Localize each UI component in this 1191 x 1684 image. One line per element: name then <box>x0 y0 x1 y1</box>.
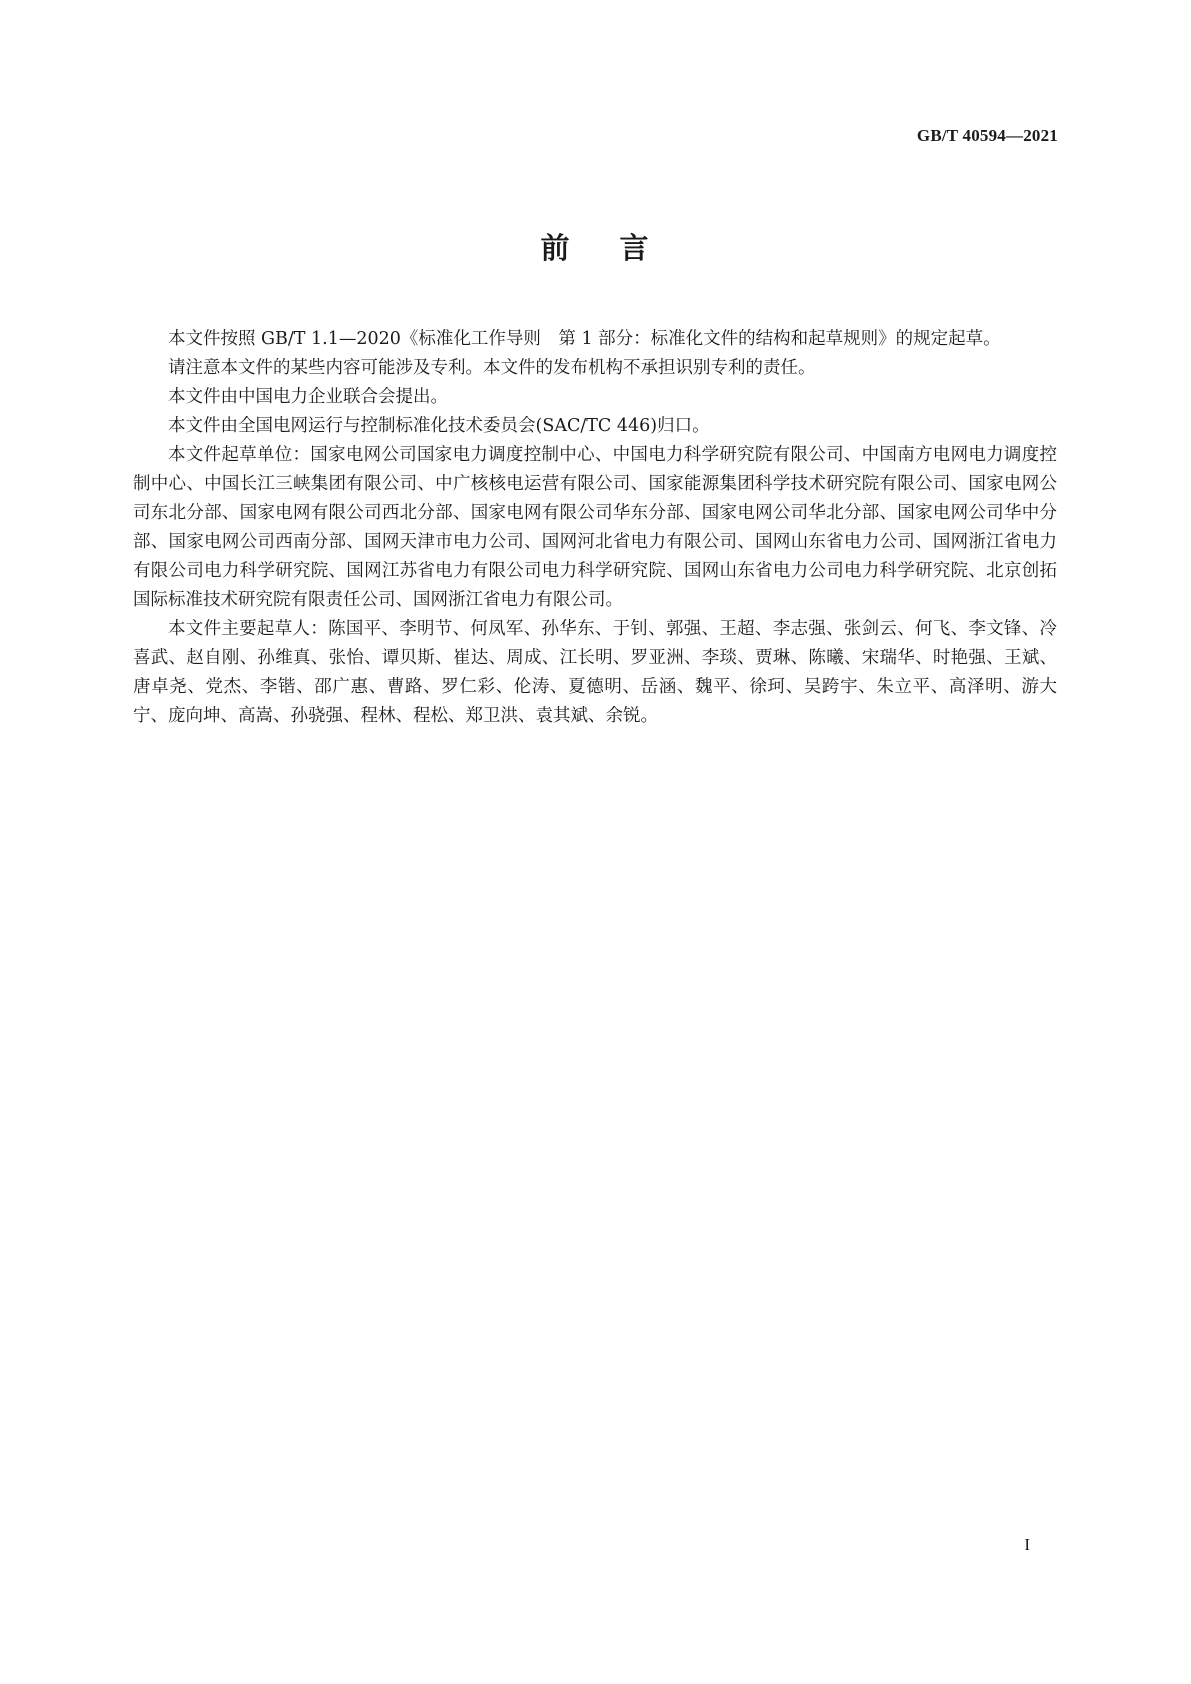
paragraph-drafting-rules: 本文件按照 GB/T 1.1—2020《标准化工作导则 第 1 部分：标准化文件的结构和起草规则》的规定起草。 <box>168 329 1001 349</box>
page-number: I <box>1024 1535 1030 1554</box>
title-char-2: 言 <box>619 231 651 265</box>
paragraph-proposer: 本文件由中国电力企业联合会提出。 <box>168 387 448 407</box>
foreword-body <box>133 325 1057 731</box>
title-char-1: 前 <box>540 231 572 265</box>
paragraph-main-drafters: 本文件主要起草人：陈国平、李明节、何凤军、孙华东、于钊、郭强、王超、李志强、张剑云、何飞、李文锋、冷喜武、赵自刚、孙维真、张怡、谭贝斯、崔达、周成、江长明、罗亚洲、李琰、贾琳、陈曦、宋瑞华、时艳强、王斌、唐卓尧、党杰、李锴、邵广惠、曹路、罗仁彩、伦涛、夏德明、岳涵、魏平、徐珂、吴跨宇、朱立平、高泽明、游大宁、庞向坤、高嵩、孙骁强、程林、程松、郑卫洪、袁其斌、余锐。 <box>133 619 1057 726</box>
standard-number: GB/T 40594—2021 <box>916 126 1058 145</box>
paragraph-patent-notice: 请注意本文件的某些内容可能涉及专利。本文件的发布机构不承担识别专利的责任。 <box>168 358 816 378</box>
paragraph-technical-committee: 本文件由全国电网运行与控制标准化技术委员会(SAC/TC 446)归口。 <box>168 416 710 436</box>
paragraph-drafting-units: 本文件起草单位：国家电网公司国家电力调度控制中心、中国电力科学研究院有限公司、中国南方电网电力调度控制中心、中国长江三峡集团有限公司、中广核核电运营有限公司、国家能源集团科学技术研究院有限公司、国家电网公司东北分部、国家电网有限公司西北分部、国家电网有限公司华东分部、国家电网公司华北分部、国家电网公司华中分部、国家电网公司西南分部、国网天津市电力公司、国网河北省电力有限公司、国网山东省电力公司、国网浙江省电力有限公司电力科学研究院、国网江苏省电力有限公司电力科学研究院、国网山东省电力公司电力科学研究院、北京创拓国际标准技术研究院有限责任公司、国网浙江省电力有限公司。 <box>133 445 1057 610</box>
page-title <box>0 226 1191 267</box>
